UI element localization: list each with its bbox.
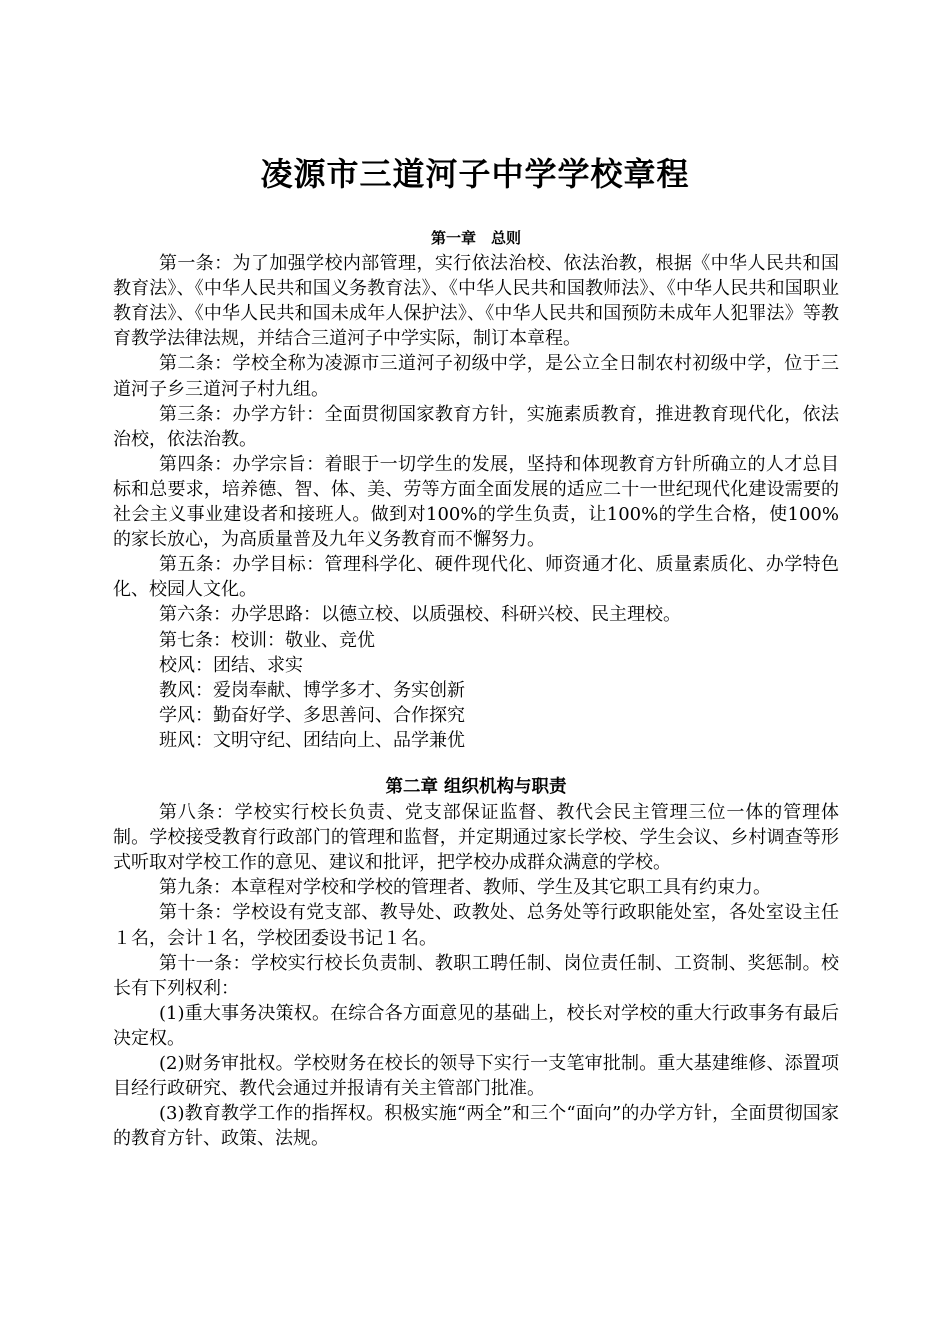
chapter-2-heading: 第二章 组织机构与职责 xyxy=(385,776,567,797)
article-11: 第十一条：学校实行校长负责制、教职工聘任制、岗位责任制、工资制、奖惩制。校长有下列权利： xyxy=(113,952,839,999)
article-2: 第二条：学校全称为凌源市三道河子初级中学，是公立全日制农村初级中学，位于三道河子乡三道河子村九组。 xyxy=(113,353,839,400)
article-3: 第三条：办学方针：全面贯彻国家教育方针，实施素质教育，推进教育现代化，依法治校，依法治教。 xyxy=(113,403,839,450)
teaching-ethos: 教风：爱岗奉献、博学多才、务实创新 xyxy=(159,679,465,701)
article-4: 第四条：办学宗旨：着眼于一切学生的发展，坚持和体现教育方针所确立的人才总目标和总要求，培养德、智、体、美、劳等方面全面发展的适应二十一世纪现代化建设需要的社会主义事业建设者和接班人。做到对100%的学生负责，让100%的学生合格，使100%的家长放心，为高质量普及九年义务教育而不懈努力。 xyxy=(113,453,839,551)
chapter-gap xyxy=(113,753,839,775)
learning-ethos: 学风：勤奋好学、多思善问、合作探究 xyxy=(159,704,465,726)
article-7-school-motto: 第七条：校训：敬业、竞优 xyxy=(159,629,375,651)
article-9: 第九条：本章程对学校和学校的管理者、教师、学生及其它职工具有约束力。 xyxy=(159,877,771,899)
article-11-item-1: (1)重大事务决策权。在综合各方面意见的基础上，校长对学校的重大行政事务有最后决定权。 xyxy=(113,1002,839,1049)
article-10: 第十条：学校设有党支部、教导处、政教处、总务处等行政职能处室，各处室设主任１名，会计１名，学校团委设书记１名。 xyxy=(113,902,839,949)
document-title: 凌源市三道河子中学学校章程 xyxy=(260,155,690,193)
article-8: 第八条：学校实行校长负责、党支部保证监督、教代会民主管理三位一体的管理体制。学校接受教育行政部门的管理和监督，并定期通过家长学校、学生会议、乡村调查等形式听取对学校工作的意见、建议和批评，把学校办成群众满意的学校。 xyxy=(113,802,839,874)
article-11-item-2: (2)财务审批权。学校财务在校长的领导下实行一支笔审批制。重大基建维修、添置项目经行政研究、教代会通过并报请有关主管部门批准。 xyxy=(113,1053,839,1100)
article-1: 第一条：为了加强学校内部管理，实行依法治校、依法治教，根据《中华人民共和国教育法》、《中华人民共和国义务教育法》、《中华人民共和国教师法》、《中华人民共和国职业教育法》、《中华人民共和国未成年人保护法》、《中华人民共和国预防未成年人犯罪法》等教育教学法律法规，并结合三道河子中学实际，制订本章程。 xyxy=(113,253,839,350)
school-ethos: 校风：团结、求实 xyxy=(159,654,303,676)
article-5: 第五条：办学目标：管理科学化、硬件现代化、师资通才化、质量素质化、办学特色化、校园人文化。 xyxy=(113,554,839,601)
chapter-1-heading: 第一章 总则 xyxy=(430,229,521,247)
article-6: 第六条：办学思路：以德立校、以质强校、科研兴校、民主理校。 xyxy=(159,604,681,626)
article-11-item-3: (3)教育教学工作的指挥权。积极实施“两全”和三个“面向”的办学方针，全面贯彻国家的教育方针、政策、法规。 xyxy=(113,1103,839,1150)
class-ethos: 班风：文明守纪、团结向上、品学兼优 xyxy=(159,729,465,751)
document-body xyxy=(113,226,839,1151)
